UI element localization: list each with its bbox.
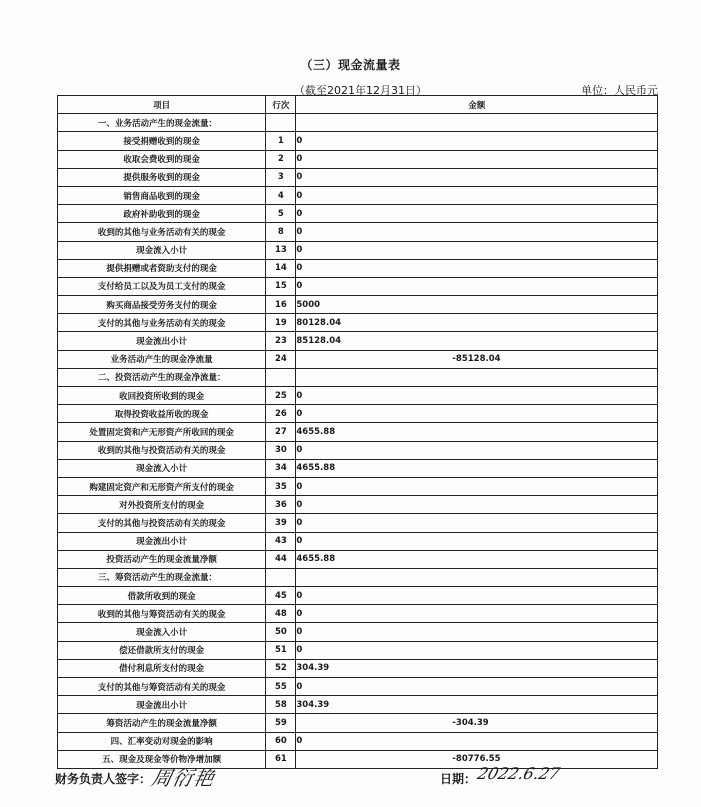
table-row (58, 132, 658, 150)
statement-period: （截至2021年12月31日） (294, 84, 427, 97)
table-row (58, 259, 658, 277)
row-line-number: 4 (266, 186, 296, 204)
column-header-amount: 金额 (296, 96, 658, 114)
row-line-number: 60 (266, 732, 296, 750)
currency-unit: 单位：人民币元 (581, 84, 658, 97)
row-line-number: 3 (266, 168, 296, 186)
row-amount: 0 (296, 477, 658, 495)
row-line-number: 44 (266, 550, 296, 568)
section-header-row (58, 568, 658, 586)
row-item-label: 筹资活动产生的现金流量净额 (58, 714, 266, 732)
table-row (58, 477, 658, 495)
row-amount: 0 (296, 150, 658, 168)
row-line-number: 61 (266, 750, 296, 768)
row-item-label: 支付的其他与业务活动有关的现金 (58, 314, 266, 332)
row-amount: 5000 (296, 296, 658, 314)
row-line-number: 30 (266, 441, 296, 459)
table-header-row (58, 96, 658, 114)
row-amount: 0 (296, 132, 658, 150)
row-item-label: 购建固定资产和无形资产所支付的现金 (58, 477, 266, 495)
row-line-number: 34 (266, 459, 296, 477)
row-amount: 0 (296, 259, 658, 277)
row-line-number: 2 (266, 150, 296, 168)
table-row (58, 332, 658, 350)
row-amount: 0 (296, 623, 658, 641)
row-line-number: 52 (266, 659, 296, 677)
row-amount: 0 (296, 168, 658, 186)
row-item-label: 现金流出小计 (58, 532, 266, 550)
row-item-label: 现金流入小计 (58, 459, 266, 477)
row-amount: -80776.55 (296, 750, 658, 768)
row-line-number (266, 368, 296, 386)
table-row (58, 641, 658, 659)
row-item-label: 借付利息所支付的现金 (58, 659, 266, 677)
row-amount: 4655.88 (296, 459, 658, 477)
table-row (58, 296, 658, 314)
table-row (58, 441, 658, 459)
row-amount: 304.39 (296, 659, 658, 677)
row-amount: 80128.04 (296, 314, 658, 332)
row-line-number: 58 (266, 696, 296, 714)
row-line-number: 26 (266, 405, 296, 423)
date-label: 日期： (440, 772, 477, 786)
table-row (58, 623, 658, 641)
row-item-label: 支付的其他与筹资活动有关的现金 (58, 678, 266, 696)
row-line-number: 39 (266, 514, 296, 532)
row-item-label: 政府补助收到的现金 (58, 205, 266, 223)
row-line-number: 36 (266, 496, 296, 514)
handwritten-date: 2022.6.27 (475, 764, 562, 783)
row-item-label: 收到的其他与业务活动有关的现金 (58, 223, 266, 241)
table-row (58, 405, 658, 423)
row-amount: 0 (296, 205, 658, 223)
row-amount: 0 (296, 587, 658, 605)
row-item-label: 投资活动产生的现金流量净额 (58, 550, 266, 568)
row-line-number (266, 568, 296, 586)
table-row (58, 550, 658, 568)
row-line-number: 16 (266, 296, 296, 314)
row-item-label: 现金流出小计 (58, 696, 266, 714)
row-line-number: 24 (266, 350, 296, 368)
section-header-row (58, 114, 658, 132)
table-row (58, 223, 658, 241)
row-item-label: 四、汇率变动对现金的影响 (58, 732, 266, 750)
row-amount: 4655.88 (296, 550, 658, 568)
table-row (58, 696, 658, 714)
row-line-number: 1 (266, 132, 296, 150)
table-row (58, 750, 658, 768)
row-amount: 0 (296, 186, 658, 204)
row-line-number: 59 (266, 714, 296, 732)
row-amount: 0 (296, 605, 658, 623)
row-amount: 0 (296, 277, 658, 295)
row-item-label: 借款所收到的现金 (58, 587, 266, 605)
row-item-label: 收取会费收到的现金 (58, 150, 266, 168)
table-row (58, 350, 658, 368)
table-row (58, 186, 658, 204)
table-row (58, 732, 658, 750)
row-line-number: 5 (266, 205, 296, 223)
row-line-number: 15 (266, 277, 296, 295)
table-row (58, 277, 658, 295)
table-row (58, 587, 658, 605)
row-amount: 0 (296, 387, 658, 405)
row-amount: 0 (296, 678, 658, 696)
row-line-number: 55 (266, 678, 296, 696)
row-line-number: 43 (266, 532, 296, 550)
row-item-label: 二、投资活动产生的现金净流量： (58, 368, 266, 386)
row-amount: 0 (296, 514, 658, 532)
row-line-number: 35 (266, 477, 296, 495)
section-header-row (58, 368, 658, 386)
row-item-label: 现金流出小计 (58, 332, 266, 350)
table-row (58, 314, 658, 332)
row-line-number: 23 (266, 332, 296, 350)
row-amount: 0 (296, 532, 658, 550)
row-item-label: 提供捐赠或者资助支付的现金 (58, 259, 266, 277)
table-row (58, 459, 658, 477)
table-row (58, 387, 658, 405)
row-amount: 0 (296, 732, 658, 750)
handwritten-signature: 周衍艳 (149, 766, 218, 790)
row-item-label: 五、现金及现金等价物净增加额 (58, 750, 266, 768)
row-line-number: 14 (266, 259, 296, 277)
row-item-label: 业务活动产生的现金净流量 (58, 350, 266, 368)
table-row (58, 659, 658, 677)
row-amount: 0 (296, 441, 658, 459)
row-line-number: 50 (266, 623, 296, 641)
row-line-number: 8 (266, 223, 296, 241)
row-amount: 0 (296, 223, 658, 241)
column-header-line: 行次 (266, 96, 296, 114)
row-item-label: 现金流入小计 (58, 241, 266, 259)
table-row (58, 605, 658, 623)
table-row (58, 496, 658, 514)
row-amount: 0 (296, 405, 658, 423)
row-amount: 0 (296, 496, 658, 514)
row-line-number: 45 (266, 587, 296, 605)
row-item-label: 收到的其他与投资活动有关的现金 (58, 441, 266, 459)
row-item-label: 一、业务活动产生的现金流量： (58, 114, 266, 132)
row-amount: -304.39 (296, 714, 658, 732)
row-line-number: 25 (266, 387, 296, 405)
row-item-label: 现金流入小计 (58, 623, 266, 641)
table-row (58, 678, 658, 696)
signature-label: 财务负责人签字： (55, 772, 152, 786)
row-line-number: 48 (266, 605, 296, 623)
table-body (58, 114, 658, 769)
row-amount: 0 (296, 641, 658, 659)
row-amount (296, 114, 658, 132)
row-item-label: 销售商品收到的现金 (58, 186, 266, 204)
row-amount: 4655.88 (296, 423, 658, 441)
column-header-item: 项目 (58, 96, 266, 114)
row-line-number: 19 (266, 314, 296, 332)
row-amount (296, 568, 658, 586)
table-row (58, 714, 658, 732)
table-row (58, 514, 658, 532)
statement-title: （三）现金流量表 (300, 58, 401, 72)
cash-flow-table (57, 95, 658, 769)
row-item-label: 接受捐赠收到的现金 (58, 132, 266, 150)
row-amount: 0 (296, 241, 658, 259)
row-line-number: 13 (266, 241, 296, 259)
row-amount (296, 368, 658, 386)
row-item-label: 收回投资所收到的现金 (58, 387, 266, 405)
row-item-label: 对外投资所支付的现金 (58, 496, 266, 514)
table-row (58, 150, 658, 168)
row-item-label: 购买商品接受劳务支付的现金 (58, 296, 266, 314)
table-row (58, 423, 658, 441)
row-amount: 85128.04 (296, 332, 658, 350)
row-amount: -85128.04 (296, 350, 658, 368)
row-line-number (266, 114, 296, 132)
table-row (58, 168, 658, 186)
row-item-label: 三、筹资活动产生的现金流量： (58, 568, 266, 586)
row-line-number: 27 (266, 423, 296, 441)
row-item-label: 取得投资收益所收的现金 (58, 405, 266, 423)
table-row (58, 241, 658, 259)
table-row (58, 532, 658, 550)
row-line-number: 51 (266, 641, 296, 659)
row-item-label: 提供服务收到的现金 (58, 168, 266, 186)
row-item-label: 支付的其他与投资活动有关的现金 (58, 514, 266, 532)
table-row (58, 205, 658, 223)
row-item-label: 支付给员工以及为员工支付的现金 (58, 277, 266, 295)
row-item-label: 处置固定资和产无形资产所收回的现金 (58, 423, 266, 441)
row-item-label: 收到的其他与筹资活动有关的现金 (58, 605, 266, 623)
row-amount: 304.39 (296, 696, 658, 714)
row-item-label: 偿还借款所支付的现金 (58, 641, 266, 659)
